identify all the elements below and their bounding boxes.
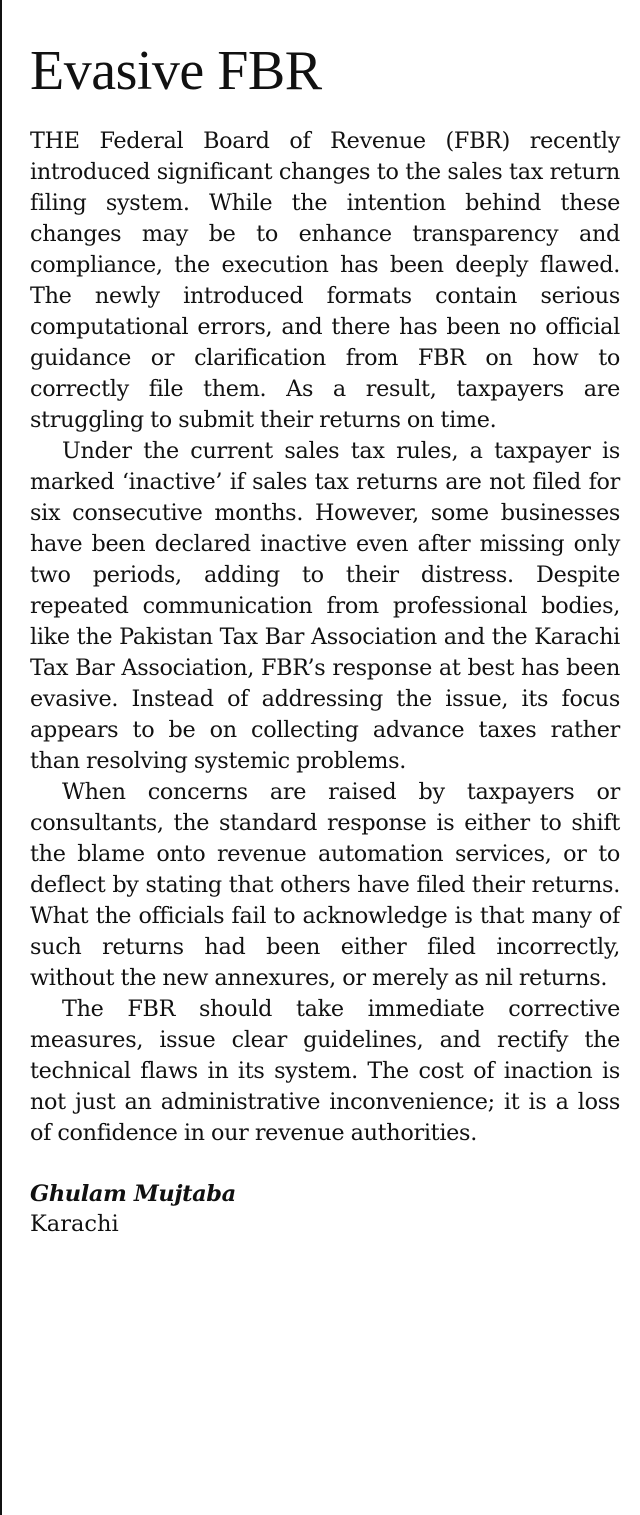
author-name: Ghulam Mujtaba xyxy=(30,1181,236,1207)
letter-paragraph-4: The FBR should take immediate corrective measures, issue clear guidelines, and rectify the technical flaws in its system. The cost of inaction is not just an administrative inconvenience; it is a loss of confidence in our revenue authorities. xyxy=(30,996,620,1146)
letter-paragraph-1: THE Federal Board of Revenue (FBR) recently introduced significant changes to the sales tax return filing system. While the intention behind these changes may be to enhance transparency and compliance, the execution has been deeply flawed. The newly introduced formats contain serious computational errors, and there has been no official guidance or clarification from FBR on how to correctly file them. As a result, taxpayers are struggling to submit their returns on time. xyxy=(30,128,620,433)
letter-content xyxy=(30,38,620,1239)
author-city: Karachi xyxy=(30,1211,119,1237)
letter-paragraph-3: When concerns are raised by taxpayers or consultants, the standard response is either to shift the blame onto revenue automation services, or to deflect by stating that others have filed their returns. What the officials fail to acknowledge is that many of such returns had been either filed incorrectly, without the new annexures, or merely as nil returns. xyxy=(30,779,620,991)
letter-headline: Evasive FBR xyxy=(30,40,322,102)
letter-paragraph-2: Under the current sales tax rules, a taxpayer is marked ‘inactive’ if sales tax returns are not filed for six consecutive months. However, some businesses have been declared inactive even after missing only two periods, adding to their distress. Despite repeated communication from professional bodies, like the Pakistan Tax Bar Association and the Karachi Tax Bar Association, FBR’s response at best has been evasive. Instead of addressing the issue, its focus appears to be on collecting advance taxes rather than resolving systemic problems. xyxy=(30,438,620,774)
letter-signature xyxy=(30,1179,620,1239)
